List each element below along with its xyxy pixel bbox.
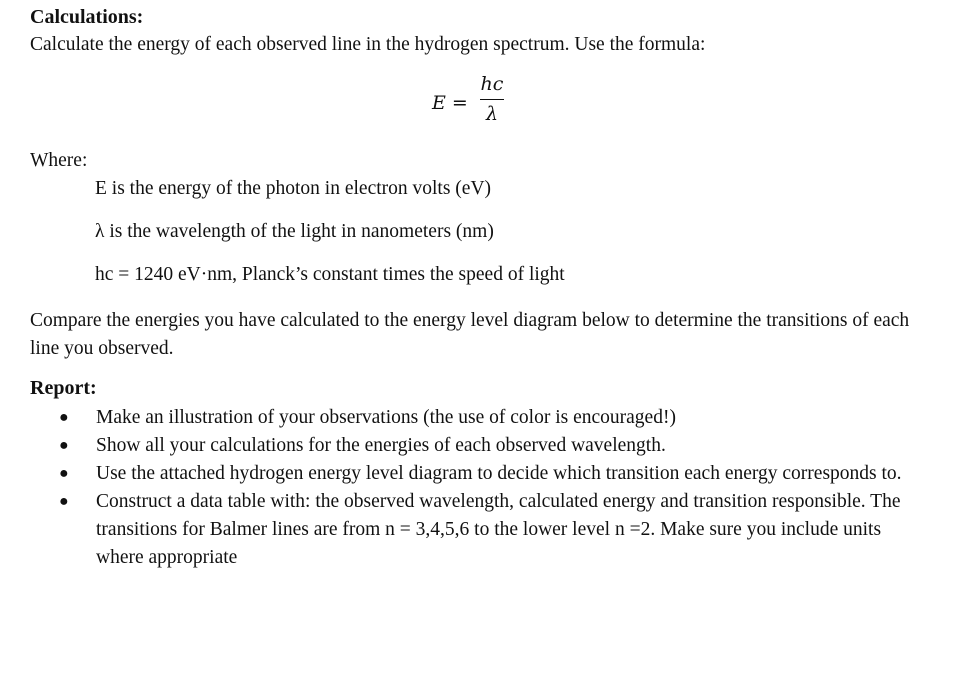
where-label: Where: <box>30 150 88 171</box>
definition-energy: E is the energy of the photon in electron volts (eV) <box>95 178 492 199</box>
report-item-text: Construct a data table with: the observed wavelength, calculated energy and transition responsible. The transitions for Balmer lines are from n = 3,4,5,6 to the lower level n =2. Make sure you include units where appropriate <box>96 491 901 568</box>
list-item <box>0 460 959 488</box>
formula-lhs: E = <box>432 92 468 114</box>
formula-denominator: λ <box>485 103 499 125</box>
definition-hc: hc = 1240 eV·nm, Planck’s constant times the speed of light <box>95 264 565 285</box>
list-item <box>0 488 959 572</box>
bullet-icon: ● <box>59 465 69 482</box>
report-heading: Report: <box>30 377 97 399</box>
report-item-text: Make an illustration of your observations (the use of color is encouraged!) <box>96 407 676 428</box>
bullet-icon: ● <box>59 437 69 454</box>
formula-numerator: hc <box>480 73 504 95</box>
formula-fraction <box>480 72 504 126</box>
report-item-text: Use the attached hydrogen energy level diagram to decide which transition each energy corresponds to. <box>96 463 902 484</box>
calculations-heading: Calculations: <box>30 6 144 28</box>
compare-paragraph: Compare the energies you have calculated to the energy level diagram below to determine the transitions of each line you observed. <box>30 310 910 359</box>
fraction-bar <box>480 99 504 100</box>
bullet-icon: ● <box>59 493 69 510</box>
list-item <box>0 432 959 460</box>
list-item <box>0 404 959 432</box>
bullet-icon: ● <box>59 409 69 426</box>
calculations-intro: Calculate the energy of each observed line in the hydrogen spectrum. Use the formula: <box>30 34 706 55</box>
definition-wavelength: λ is the wavelength of the light in nanometers (nm) <box>95 221 494 242</box>
report-list <box>0 404 959 572</box>
report-item-text: Show all your calculations for the energies of each observed wavelength. <box>96 435 666 456</box>
